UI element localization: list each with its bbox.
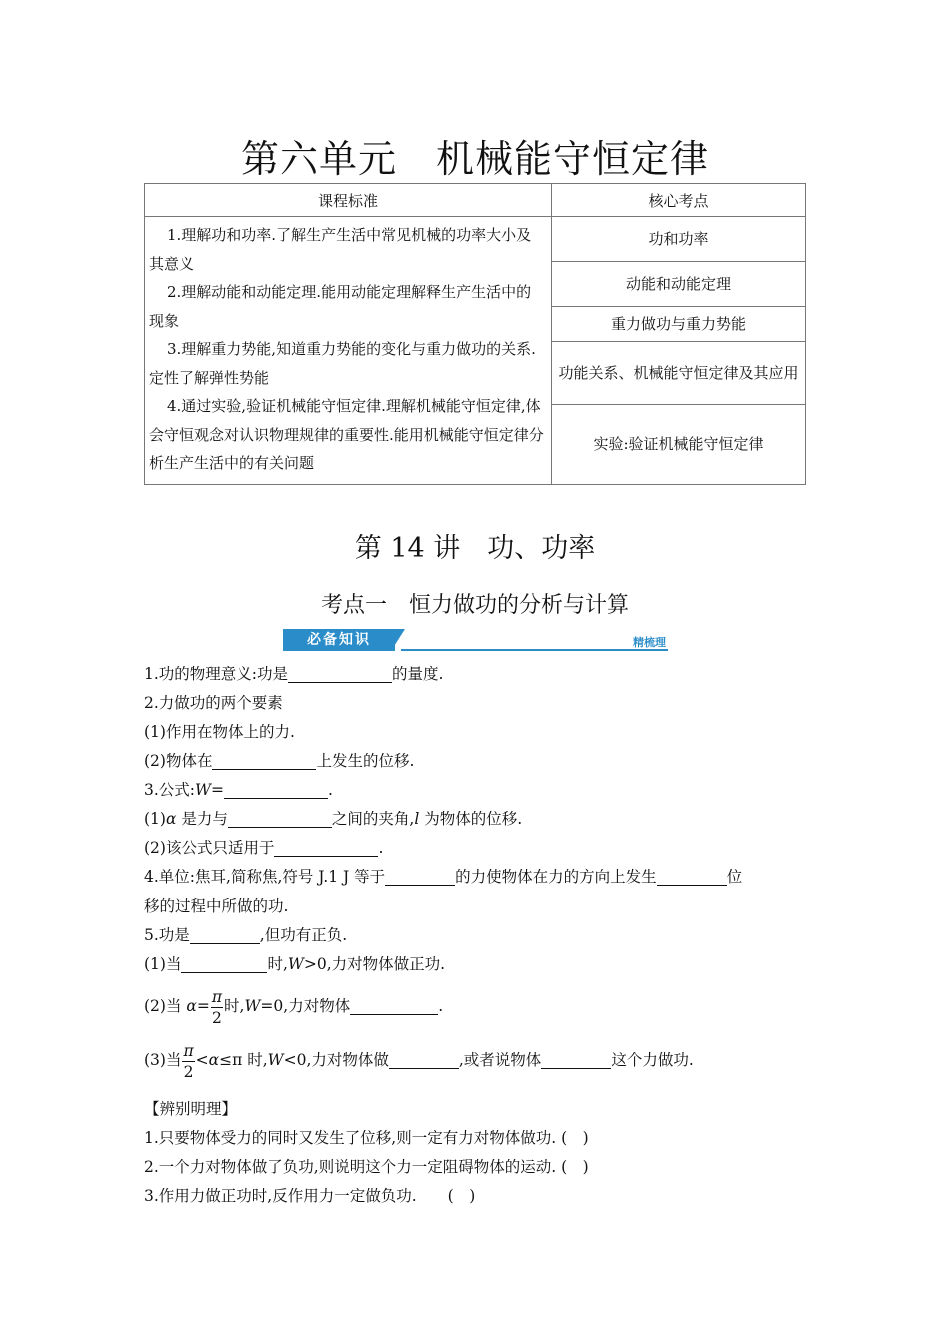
section-banner (283, 629, 668, 653)
judge-question: 2.一个力对物体做了负功,则说明这个力一定阻碍物体的运动. ( ) (144, 1158, 589, 1176)
key-point-item: 动能和动能定理 (552, 262, 806, 307)
banner-line (401, 649, 668, 651)
banner-slant (391, 629, 405, 651)
key-point-item: 重力做功与重力势能 (552, 307, 806, 342)
body-line (144, 863, 804, 892)
text-fragment: 之间的夹角, (331, 810, 415, 828)
key-point-item: 功和功率 (552, 217, 806, 262)
text-fragment: π (183, 1041, 194, 1060)
text-fragment: 是力与 (176, 810, 228, 828)
text-fragment: (2)该公式只适用于 (144, 839, 275, 857)
text-fragment: α (165, 810, 177, 828)
body-line: 2.力做功的两个要素 (144, 694, 283, 712)
standard-item: 1.理解功和功率.了解生产生活中常见机械的功率大小及其意义 (149, 226, 532, 273)
body-line (144, 834, 804, 863)
judge-question: 3.作用力做正功时,反作用力一定做负功. ( ) (144, 1187, 476, 1205)
text-fragment: ≤π 时, (219, 1051, 268, 1069)
table-header-standards: 课程标准 (145, 184, 552, 217)
banner-label: 必备知识 (283, 629, 395, 651)
body-content (144, 660, 804, 1211)
body-line (144, 1033, 804, 1087)
text-fragment: l (414, 810, 420, 828)
fraction-pi-over-2 (182, 1041, 194, 1082)
text-fragment: W (244, 997, 261, 1015)
text-fragment: = (210, 781, 224, 799)
text-fragment: 上发生的位移. (316, 752, 415, 770)
text-fragment: 这个力做功. (611, 1051, 694, 1069)
text-fragment: (2)物体在 (144, 752, 213, 770)
fill-blank (350, 996, 438, 1015)
fill-blank (190, 925, 260, 944)
text-fragment: 2 (212, 1008, 222, 1027)
text-fragment: 1.功的物理意义:功是 (144, 665, 289, 683)
fill-blank (288, 664, 392, 683)
section-heading: 【辨别明理】 (144, 1100, 238, 1118)
body-line (144, 921, 804, 950)
text-fragment: <0,力对物体做 (283, 1051, 389, 1069)
fill-blank (212, 751, 316, 770)
text-fragment: 3.公式: (144, 781, 196, 799)
text-fragment: . (438, 997, 444, 1015)
fill-blank (657, 867, 727, 886)
banner-right-label: 精梳理 (633, 636, 666, 649)
text-fragment: α (186, 997, 197, 1015)
text-fragment: < (195, 1051, 209, 1069)
text-fragment: ,但功有正负. (259, 926, 348, 944)
text-fragment: . (378, 839, 384, 857)
body-line (144, 776, 804, 805)
text-fragment: 为物体的位移. (419, 810, 523, 828)
text-fragment: (1) (144, 810, 166, 828)
body-line (144, 979, 804, 1033)
text-fragment: (2)当 (144, 997, 187, 1015)
fill-blank (389, 1050, 459, 1069)
text-fragment: 时, (267, 955, 288, 973)
curriculum-table (144, 183, 806, 485)
text-fragment: >0,力对物体做正功. (303, 955, 446, 973)
text-fragment: (1)当 (144, 955, 182, 973)
standard-item: 4.通过实验,验证机械能守恒定律.理解机械能守恒定律,体会守恒观念对认识物理规律的重要性.能用机械能守恒定律分析生产生活中的有关问题 (149, 397, 544, 472)
text-fragment: W (287, 955, 304, 973)
text-fragment: = (196, 997, 210, 1015)
fill-blank (385, 867, 455, 886)
text-fragment: α (208, 1051, 220, 1069)
table-header-key-points: 核心考点 (552, 184, 806, 217)
fill-blank (228, 809, 332, 828)
fill-blank (541, 1050, 611, 1069)
standard-item: 3.理解重力势能,知道重力势能的变化与重力做功的关系.定性了解弹性势能 (149, 340, 536, 387)
fill-blank (181, 954, 267, 973)
key-point-title: 考点一 恒力做功的分析与计算 (320, 593, 629, 618)
body-line: (1)作用在物体上的力. (144, 723, 295, 741)
text-fragment: 位 (726, 868, 743, 886)
key-point-item: 功能关系、机械能守恒定律及其应用 (552, 342, 806, 405)
text-fragment: W (195, 781, 211, 799)
body-line (144, 660, 804, 689)
key-point-item: 实验:验证机械能守恒定律 (552, 405, 806, 485)
text-fragment: ,或者说物体 (458, 1051, 542, 1069)
text-fragment: 5.功是 (144, 926, 190, 944)
judge-question: 1.只要物体受力的同时又发生了位移,则一定有力对物体做功. ( ) (144, 1129, 589, 1147)
text-fragment: 4.单位:焦耳,简称焦,符号 J.1 J 等于 (144, 868, 386, 886)
text-fragment: 2 (183, 1062, 194, 1081)
lecture-title: 第 14 讲 功、功率 (354, 533, 596, 564)
body-line (144, 805, 804, 834)
text-fragment: (3)当 (144, 1051, 182, 1069)
standards-cell (145, 217, 552, 485)
body-line (144, 950, 804, 979)
body-line (144, 747, 804, 776)
unit-title: 第六单元 机械能守恒定律 (240, 137, 709, 181)
standard-item: 2.理解动能和动能定理.能用动能定理解释生产生活中的现象 (149, 283, 532, 330)
text-fragment: . (327, 781, 333, 799)
text-fragment: 时, (224, 997, 245, 1015)
text-fragment: π (211, 987, 223, 1006)
fill-blank (224, 780, 328, 799)
fill-blank (274, 838, 378, 857)
text-fragment: =0,力对物体 (260, 997, 351, 1015)
text-fragment: 的量度. (392, 665, 444, 683)
text-fragment: W (267, 1051, 284, 1069)
body-line: 移的过程中所做的功. (144, 897, 289, 915)
fraction-pi-over-2 (211, 987, 223, 1028)
text-fragment: 的力使物体在力的方向上发生 (455, 868, 657, 886)
